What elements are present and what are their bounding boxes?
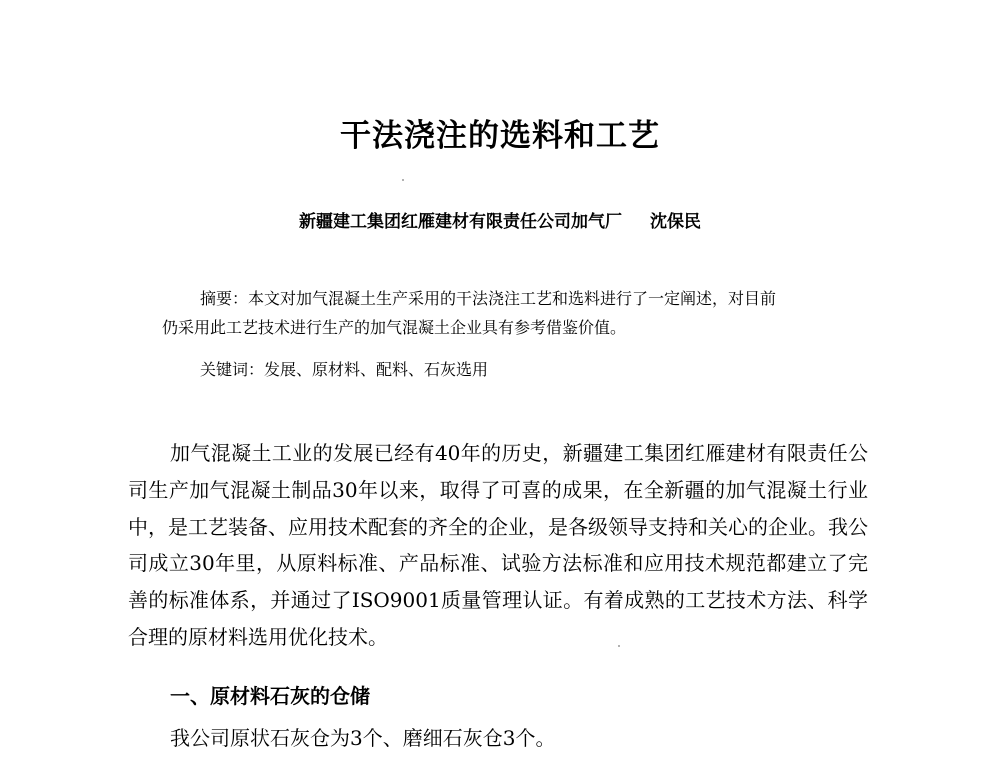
author-affiliation: 新疆建工集团红雁建材有限责任公司加气厂 <box>299 212 622 232</box>
scan-speck <box>402 179 404 181</box>
paper-title: 干法浇注的选料和工艺 <box>340 118 660 154</box>
section-paragraph: 我公司原状石灰仓为3个、磨细石灰仓3个。 <box>170 726 556 750</box>
keywords-label: 关键词： <box>200 360 265 379</box>
author-name: 沈保民 <box>650 212 701 232</box>
abstract-text-line2: 仍采用此工艺技术进行生产的加气混凝土企业具有参考借鉴价值。 <box>162 318 627 337</box>
abstract <box>162 284 842 342</box>
keywords <box>200 355 488 384</box>
scan-speck <box>618 645 620 647</box>
abstract-text-line1: 本文对加气混凝土生产采用的干法浇注工艺和选料进行了一定阐述，对目前 <box>248 289 777 308</box>
body-paragraph: 加气混凝土工业的发展已经有40年的历史，新疆建工集团红雁建材有限责任公司生产加气混凝土制品30年以来，取得了可喜的成果，在全新疆的加气混凝土行业中，是工艺装备、应用技术配套的齐全的企业，是各级领导支持和关心的企业。我公司成立30年里，从原料标准、产品标准、试验方法标准和应用技术规范都建立了完善的标准体系，并通过了ISO9001质量管理认证。有着成熟的工艺技术方法、科学合理的原材料选用优化技术。 <box>128 441 868 649</box>
keywords-text: 发展、原材料、配料、石灰选用 <box>264 360 489 379</box>
section-heading: 一、原材料石灰的仓储 <box>170 684 370 708</box>
byline <box>0 209 1000 235</box>
abstract-label: 摘要： <box>200 289 249 308</box>
